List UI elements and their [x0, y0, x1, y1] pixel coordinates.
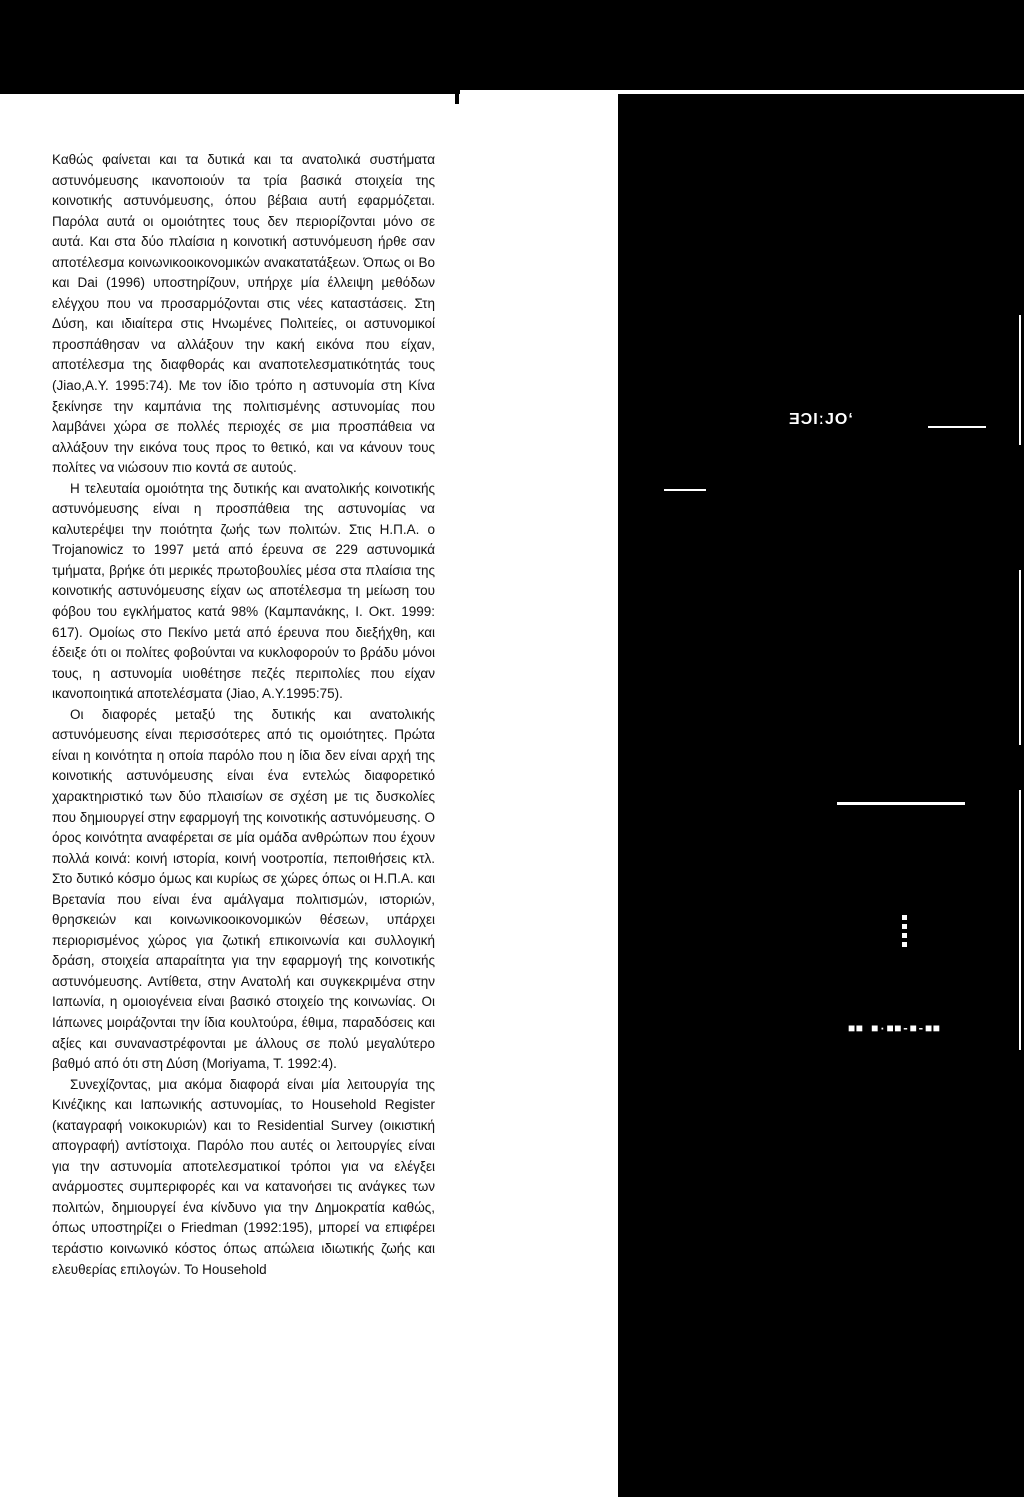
- edge-line: [664, 489, 706, 491]
- facing-page-dash-row: ■■ ■·■■-■-■■: [848, 1022, 941, 1036]
- facing-page-shadow: [618, 94, 1024, 1497]
- paragraph-1: Καθώς φαίνεται και τα δυτικά και τα ανατολικά συστήματα αστυνόμευσης ικανοποιούν τα τρία βασικά στοιχεία της κοινοτικής αστυνόμευσης, όπου βέβαια αυτή εφαρμόζεται. Παρόλα αυτά οι ομοιότητες τους δεν περιορίζονται μόνο σε αυτά. Και στα δύο πλαίσια η κοινοτική αστυνόμευση ήρθε σαν αποτέλεσμα κοινωνικοοικονομικών ανακατατάξεων. Όπως οι Bo και Dai (1996) υποστηρίζουν, υπήρχε μία έλλειψη μεθόδων ελέγχου που να προσαρμόζονται στις νέες καταστάσεις. Στη Δύση, και ιδιαίτερα στις Ηνωμένες Πολιτείες, οι αστυνομικοί προσπάθησαν να αλλάξουν την κακή εικόνα που είχαν, αποτέλεσμα της διαφθοράς και αναποτελεσματικότητάς τους (Jiao,A.Y. 1995:74). Με τον ίδιο τρόπο η αστυνομία στη Κίνα ξεκίνησε την καμπάνια της πολιτισμένης αστυνομίας που λαμβάνει χώρα σε πολλές περιοχές σε μια προσπάθεια να αλλάξουν την εικόνα τους προς το θετικό, και να κάνουν τους πολίτες να νιώσουν πιο κοντά σε αυτούς.: [52, 152, 435, 476]
- page-top-edge: [0, 90, 460, 94]
- edge-line: [1019, 315, 1021, 445]
- edge-line: [1019, 790, 1021, 1050]
- paragraph-2: Η τελευταία ομοιότητα της δυτικής και ανατολικής κοινοτικής αστυνόμευσης είναι η προσπάθεια της αστυνομίας να καλυτερέψει την ποιότητα ζωής των πολιτών. Στις Η.Π.Α. ο Trojanowicz το 1997 μετά από έρευνα σε 229 αστυνομικά τμήματα, βρήκε ότι μερικές πρωτοβουλίες μέσα στα πλαίσια της κοινοτικής αστυνόμευσης είχαν ως αποτέλεσμα τη μείωση του φόβου του εγκλήματος κατά 98% (Καμπανάκης, Ι. Οκτ. 1999: 617). Ομοίως στο Πεκίνο μετά από έρευνα που διεξήχθη, και έδειξε ότι οι πολίτες φοβούνται να κυκλοφορούν το βράδυ μόνοι τους, η αστυνομία υιοθέτησε πεζές περιπολίες που είχαν ικανοποιητικά αποτελέσματα (Jiao, A.Y.1995:75).: [52, 480, 435, 702]
- document-body: [52, 150, 435, 1280]
- edge-line: [837, 802, 965, 805]
- paragraph-4: Συνεχίζοντας, μια ακόμα διαφορά είναι μία λειτουργία της Κινέζικης και Ιαπωνικής αστυνομίας, το Household Register (καταγραφή νοικοκυριών) και το Residential Survey (οικιστική απογραφή) αντίστοιχα. Παρόλο που αυτές οι λειτουργίες είναι για την αστυνομία αποτελεσματικοί τρόποι για να ελέγξει ανάρμοστες συμπεριφορές και να κατανοήσει τις ανάγκες των πολιτών, δημιουργεί ένα κίνδυνο για την Δημοκρατία καθώς, όπως υποστηρίζει ο Friedman (1992:195), μπορεί να επιφέρει τεράστιο κοινωνικό κόστος όπως απώλεια ιδιωτικής ζωής και ελευθερίας επιλογών. Το Household: [52, 1076, 435, 1277]
- paragraph-3: Οι διαφορές μεταξύ της δυτικής και ανατολικής αστυνόμευσης είναι περισσότερες από τις ομοιότητες. Πρώτα είναι η κοινότητα η οποία παρόλο που η ίδια δεν είναι αρχή της κοινοτικής αστυνόμευσης είναι ένα εντελώς διαφορετικό χαρακτηριστικό των δύο πλαισίων σε σχέση με τις δυσκολίες που δημιουργεί στην εφαρμογή της κοινοτικής αστυνόμευσης. Ο όρος κοινότητα αναφέρεται σε μία ομάδα ανθρώπων που έχουν πολλά κοινά: κοινή ιστορία, κοινή νοοτροπία, πεποιθήσεις κτλ. Στο δυτικό κόσμο όμως και κυρίως σε χώρες όπως οι Η.Π.Α. και Βρετανία που είναι ένα αμάλγαμα πολιτισμών, ιστοριών, θρησκειών και κοινωνικοοικονομικών θέσεων, υπάρχει περιορισμένος χώρος για ζωτική επικοινωνία και συλλογική δράση, στοιχεία απαραίτητα για την εφαρμογή της κοινοτικής αστυνόμευσης. Αντίθετα, στην Ανατολή και συγκεκριμένα στην Ιαπωνία, η ομοιογένεια είναι βασικό στοιχείο της κοινωνίας. Οι Ιάπωνες μοιράζονται την ίδια κουλτούρα, έθιμα, παραδόσεις και αξίες και συναναστρέφονται με άλλους σε πολύ μεγαλύτερο βαθμό από ότι στη Δύση (Moriyama, T. 1992:4).: [52, 706, 435, 1072]
- edge-line: [928, 426, 986, 428]
- scan-top-shadow: [0, 0, 1024, 90]
- dot-column: [902, 915, 908, 951]
- edge-line: [1019, 570, 1021, 745]
- facing-page-fragment: ƎϽIːJO‘: [789, 411, 854, 428]
- page-corner-mark: [455, 90, 459, 104]
